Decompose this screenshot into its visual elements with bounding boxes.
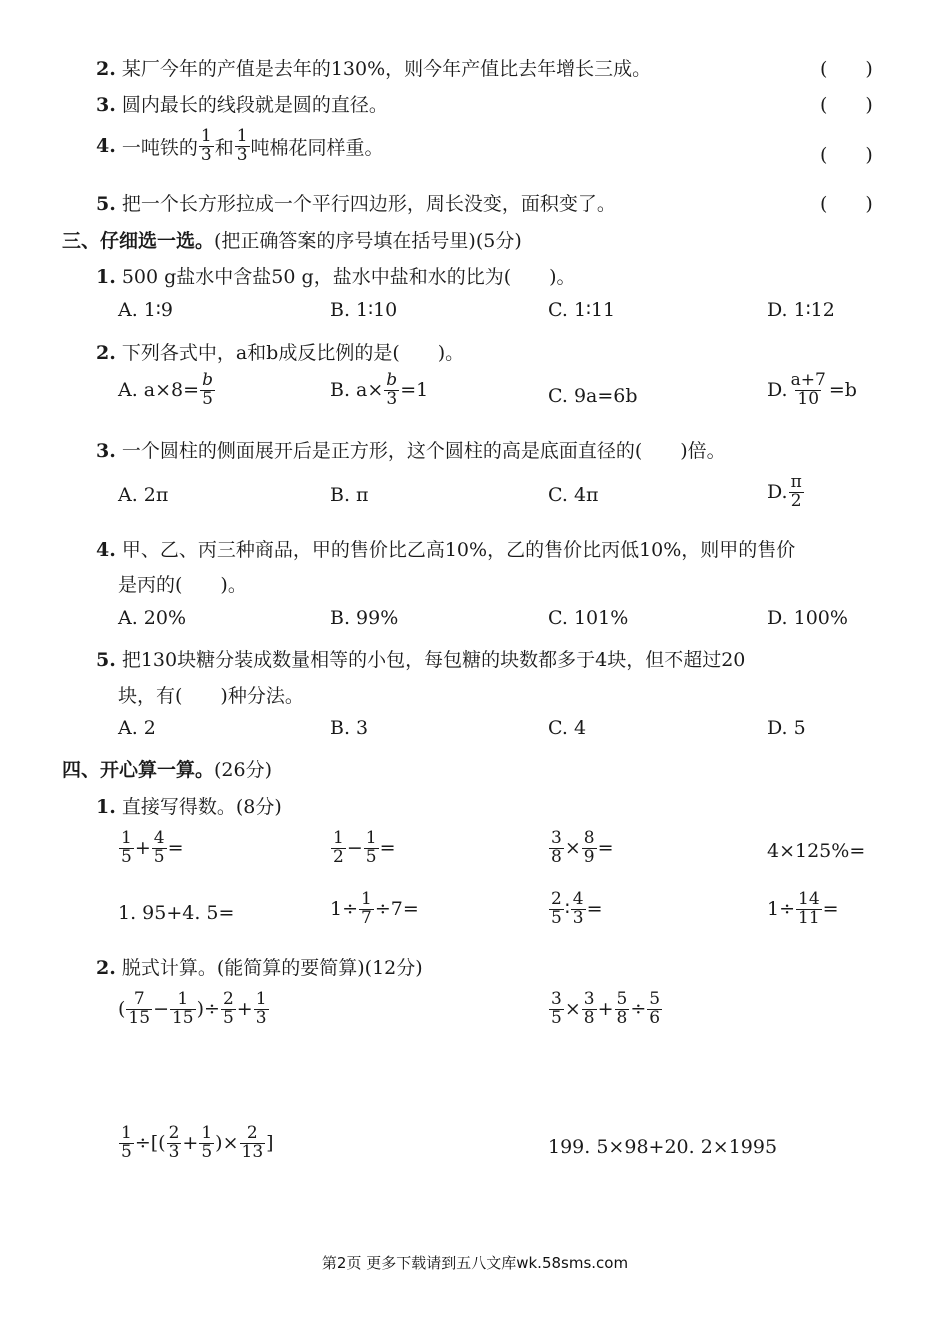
option-a[interactable]: A. 2π [118,484,169,506]
answer-paren[interactable]: ( ) [820,94,873,116]
calc-item: 4×125%= [767,840,866,862]
option-b[interactable]: B. 3 [330,717,369,739]
option-c[interactable]: C. 4 [548,717,587,739]
answer-paren[interactable]: ( ) [820,144,873,166]
choice-q5: 5. 把130块糖分装成数量相等的小包，每包糖的块数都多于4块，但不超过20 [96,649,746,671]
calc-item: 1÷ $\frac{1}{7}$ ÷7= [330,889,419,928]
expression-4: 199. 5×98+20. 2×1995 [548,1136,778,1158]
part-1-title: 1. 直接写得数。(8分) [96,796,282,818]
option-b[interactable]: B. π [330,484,369,506]
option-d[interactable]: D. $\frac{a+7}{10}$ =b [767,370,857,409]
option-d[interactable]: D. 100% [767,607,848,629]
choice-q4: 4. 甲、乙、丙三种商品，甲的售价比乙高10%，乙的售价比丙低10%，则甲的售价 [96,539,796,561]
option-c[interactable]: C. 9a=6b [548,385,638,407]
expression-1: ( $\frac{7}{15}$ − $\frac{1}{15}$ )÷ $\frac{2}{5}$ + $\frac{1}{3}$ [118,989,267,1028]
choice-q3: 3. 一个圆柱的侧面展开后是正方形，这个圆柱的高是底面直径的( )倍。 [96,440,726,462]
option-d[interactable]: D. 5 [767,717,806,739]
option-a[interactable]: A. 20% [118,607,187,629]
expression-2: $\frac{3}{5}$ × $\frac{3}{8}$ + $\frac{5}{8}$ ÷ $\frac{5}{6}$ [551,989,661,1028]
choice-q1: 1. 500 g盐水中含盐50 g，盐水中盐和水的比为( )。 [96,266,576,288]
fraction: $\frac{1}{3}$ [200,126,212,165]
judge-item-2: 2. 某厂今年的产值是去年的130%，则今年产值比去年增长三成。 [96,58,652,80]
section-3-title: 三、仔细选一选。(把正确答案的序号填在括号里)(5分) [62,230,522,252]
option-c[interactable]: C. 101% [548,607,629,629]
option-a[interactable]: A. a×8= $\frac{b}{5}$ [118,370,213,409]
answer-paren[interactable]: ( ) [820,193,873,215]
calc-item: $\frac{3}{8}$ × $\frac{8}{9}$ = [551,828,614,867]
option-b[interactable]: B. 99% [330,607,399,629]
choice-q5-cont: 块，有( )种分法。 [118,685,304,707]
calc-item: $\frac{1}{2}$ − $\frac{1}{5}$ = [333,828,396,867]
calc-item: 1÷ $\frac{14}{11}$ = [767,889,839,928]
option-b[interactable]: B. 1∶10 [330,299,398,321]
answer-paren[interactable]: ( ) [820,58,873,80]
part-2-title: 2. 脱式计算。(能简算的要简算)(12分) [96,957,423,979]
judge-item-3: 3. 圆内最长的线段就是圆的直径。 [96,94,388,116]
section-4-title: 四、开心算一算。(26分) [62,759,273,781]
choice-q2: 2. 下列各式中，a和b成反比例的是( )。 [96,342,465,364]
fraction: $\frac{1}{3}$ [236,126,248,165]
judge-item-4: 4. 一吨铁的 $\frac{1}{3}$ 和 $\frac{1}{3}$ 吨棉花同样重。 [96,126,384,165]
calc-item: $\frac{1}{5}$ + $\frac{4}{5}$ = [121,828,184,867]
choice-q4-cont: 是丙的( )。 [118,574,247,596]
option-c[interactable]: C. 1∶11 [548,299,616,321]
option-b[interactable]: B. a× $\frac{b}{3}$ =1 [330,370,429,409]
option-d[interactable]: D. 1∶12 [767,299,835,321]
page-footer: 第2页 更多下载请到五八文库wk.58sms.com [321,1254,629,1272]
judge-item-5: 5. 把一个长方形拉成一个平行四边形，周长没变，面积变了。 [96,193,616,215]
option-d[interactable]: D. $\frac{\pi}{2}$ [767,472,802,511]
calc-item: 1. 95+4. 5= [118,902,235,924]
option-c[interactable]: C. 4π [548,484,599,506]
option-a[interactable]: A. 1∶9 [118,299,173,321]
option-a[interactable]: A. 2 [118,717,156,739]
calc-item: $\frac{2}{5}$ ∶ $\frac{4}{3}$ = [551,889,603,928]
expression-3: $\frac{1}{5}$ ÷[( $\frac{2}{3}$ + $\frac{1}{5}$ )× $\frac{2}{13}$ ] [121,1123,274,1162]
